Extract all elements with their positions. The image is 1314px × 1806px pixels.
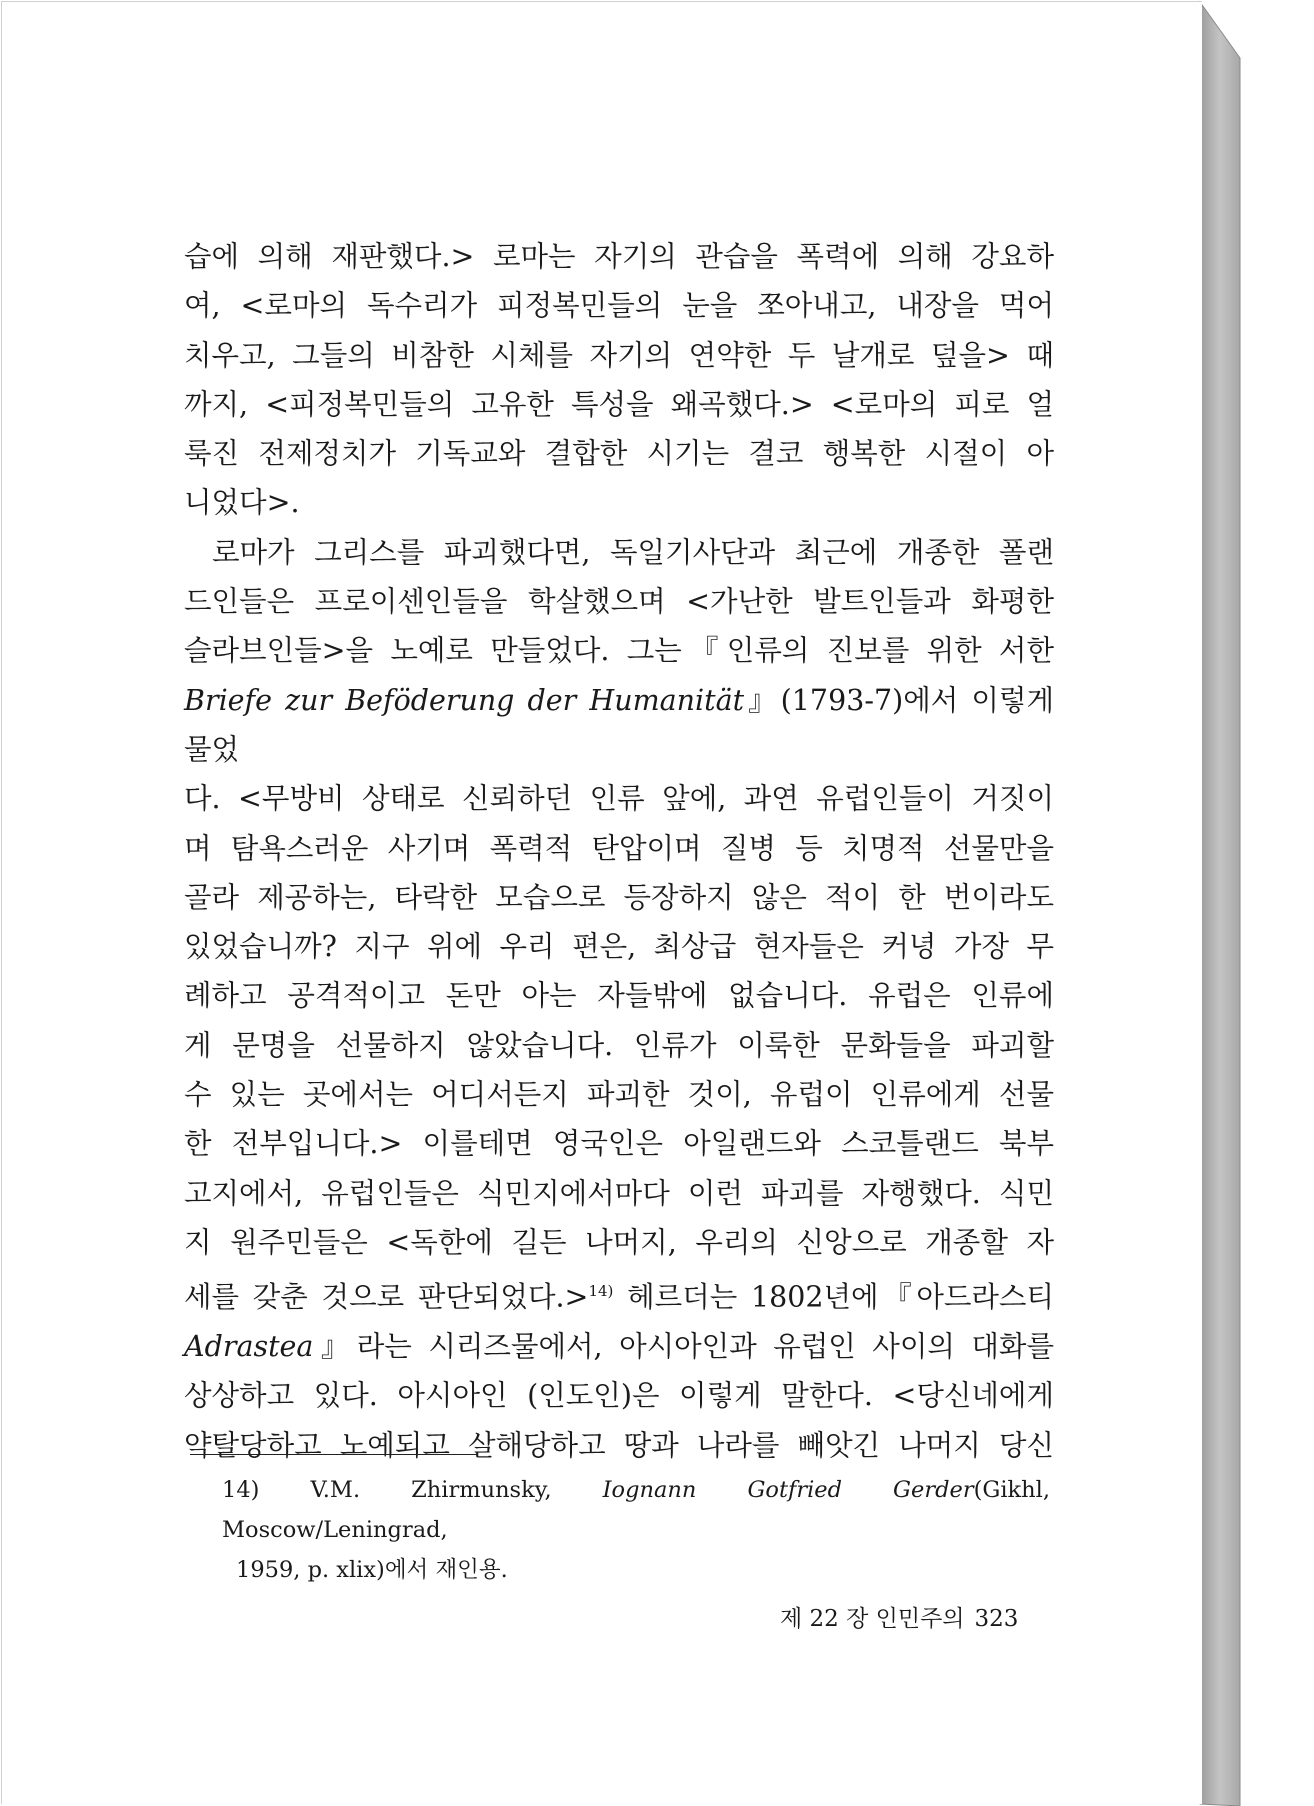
text-line: 상상하고 있다. 아시아인 (인도인)은 이렇게 말한다. <당신네에게 [184, 1379, 1054, 1413]
text-line: 골라 제공하는, 타락한 모습으로 등장하지 않은 적이 한 번이라도 [184, 880, 1054, 914]
text-line: 고지에서, 유럽인들은 식민지에서마다 이런 파괴를 자행했다. 식민 [184, 1176, 1054, 1210]
text-line: 수 있는 곳에서는 어디서든지 파괴한 것이, 유럽이 인류에게 선물 [184, 1078, 1054, 1112]
text-line [184, 676, 1054, 775]
text-line: 한 전부입니다.> 이를테면 영국인은 아일랜드와 스코틀랜드 북부 [184, 1127, 1054, 1161]
italic-title: Adrastea [184, 1330, 314, 1364]
footnote [222, 1470, 1050, 1590]
text-line [184, 1267, 1054, 1322]
text-line: 니었다>. [184, 486, 300, 520]
italic-title: Briefe zur Beföderung der Humanität [184, 683, 745, 717]
text-line: 로마가 그리스를 파괴했다면, 독일기사단과 최근에 개종한 폴랜 [212, 535, 1054, 569]
text-line: 룩진 전제정치가 기독교와 결합한 시기는 결코 행복한 시절이 아 [184, 437, 1054, 471]
text-line: 슬라브인들>을 노예로 만들었다. 그는『인류의 진보를 위한 서한 [184, 634, 1054, 668]
text-span: 』라는 시리즈물에서, 아시아인과 유럽인 사이의 대화를 [313, 1330, 1054, 1364]
text-span: 』(1793-7)에서 이렇게 물었 [184, 683, 1054, 766]
text-line: 있었습니까? 지구 위에 우리 편은, 최상급 현자들은 커녕 가장 무 [184, 930, 1054, 964]
footnote-divider [190, 1454, 478, 1455]
body-text [184, 232, 1054, 1470]
italic-title: Iognann Gotfried Gerder [602, 1477, 974, 1503]
text-line: 습에 의해 재판했다.> 로마는 자기의 관습을 폭력에 의해 강요하 [184, 240, 1054, 273]
footnote-line: 1959, p. xlix)에서 재인용. [236, 1557, 508, 1583]
text-line [184, 1322, 1054, 1371]
text-span: 14) V.M. Zhirmunsky, [222, 1477, 603, 1503]
footnote-line [222, 1470, 1050, 1550]
text-span: 세를 갖춘 것으로 판단되었다.> [184, 1280, 589, 1314]
text-line: 지 원주민들은 <독한에 길든 나머지, 우리의 신앙으로 개종할 자 [184, 1225, 1054, 1259]
chapter-label: 제 22 장 인민주의 [780, 1606, 965, 1632]
text-line: 약탈당하고 노예되고 살해당하고 땅과 나라를 빼앗긴 나머지 당신 [184, 1428, 1054, 1462]
running-footer [780, 1600, 1025, 1633]
page-number: 323 [974, 1606, 1019, 1632]
text-line: 치우고, 그들의 비참한 시체를 자기의 연약한 두 날개로 덮을> 때 [184, 338, 1054, 372]
text-line: 드인들은 프로이센인들을 학살했으며 <가난한 발트인들과 화평한 [184, 585, 1054, 619]
text-line: 례하고 공격적이고 돈만 아는 자들밖에 없습니다. 유럽은 인류에 [184, 979, 1054, 1013]
text-line: 여, <로마의 독수리가 피정복민들의 눈을 쪼아내고, 내장을 먹어 [184, 289, 1054, 323]
text-span: (Gikhl, Moscow/Leningrad, [222, 1477, 1050, 1543]
text-line: 까지, <피정복민들의 고유한 특성을 왜곡했다.> <로마의 피로 얼 [184, 387, 1054, 421]
text-span: 헤르더는 1802년에『아드라스티 [613, 1280, 1054, 1314]
text-line: 며 탐욕스러운 사기며 폭력적 탄압이며 질병 등 치명적 선물만을 [184, 831, 1054, 865]
text-line: 다. <무방비 상태로 신뢰하던 인류 앞에, 과연 유럽인들이 거짓이 [184, 782, 1054, 816]
text-line: 게 문명을 선물하지 않았습니다. 인류가 이룩한 문화들을 파괴할 [184, 1028, 1054, 1062]
footnote-marker: 14) [588, 1282, 614, 1301]
